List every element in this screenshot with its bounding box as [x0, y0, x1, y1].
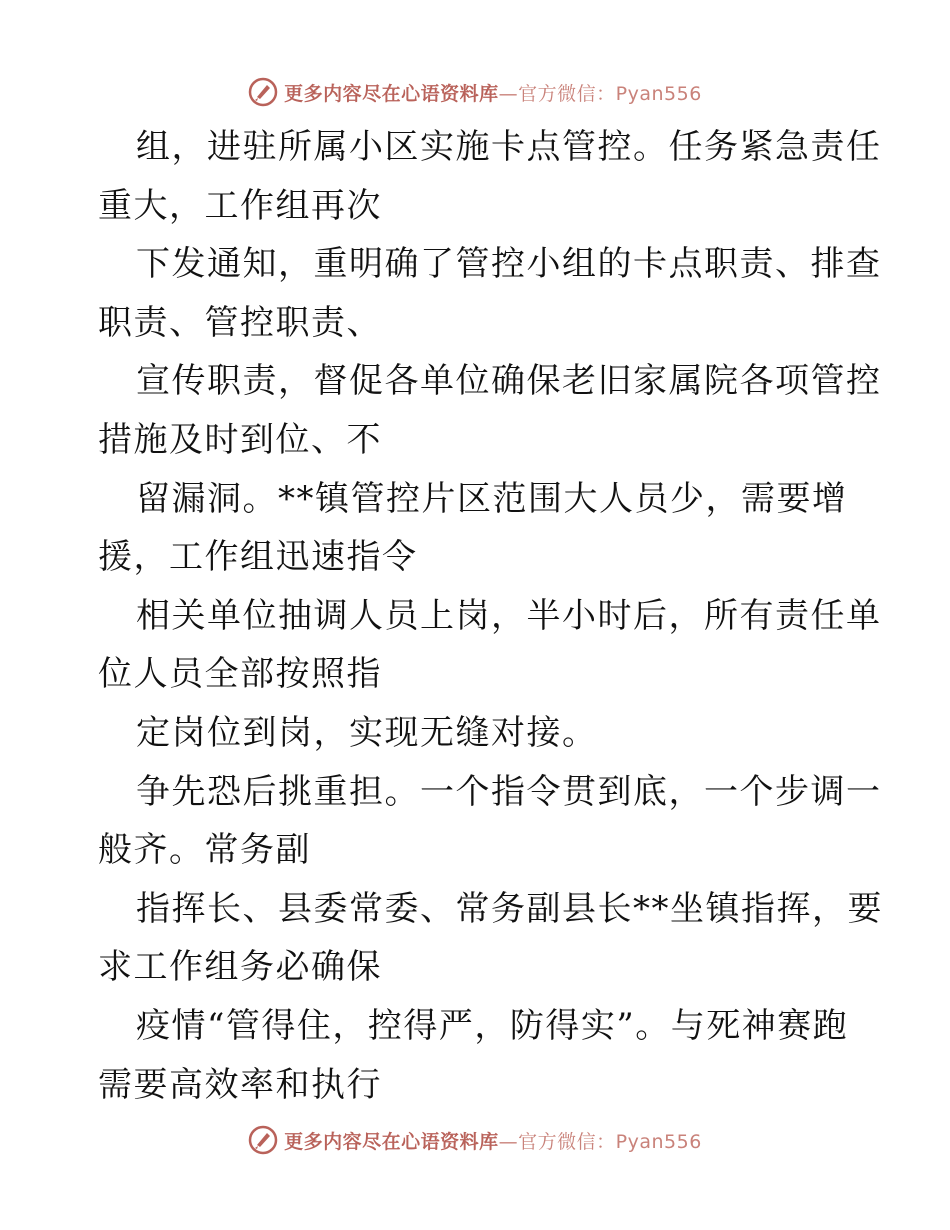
header-banner-contact: —官方微信：Pyan556: [498, 82, 702, 105]
header-banner-brand: 更多内容尽在心语资料库: [284, 82, 499, 105]
body-line: 下发通知，重明确了管控小组的卡点职责、排查: [136, 244, 882, 285]
body-line: 职责、管控职责、: [98, 302, 382, 343]
body-line: 相关单位抽调人员上岗，半小时后，所有责任单: [136, 595, 882, 636]
brand-logo-icon: [248, 1125, 278, 1155]
body-line: 重大，工作组再次: [98, 185, 382, 226]
body-line: 援，工作组迅速指令: [98, 537, 418, 578]
document-body: [98, 118, 883, 1114]
body-line: 疫情“管得住，控得严，防得实”。与死神赛跑: [136, 1005, 849, 1046]
footer-banner-contact: —官方微信：Pyan556: [498, 1130, 702, 1153]
body-line: 定岗位到岗，实现无缝对接。: [136, 712, 598, 753]
header-banner-text: [284, 79, 702, 106]
body-line: 留漏洞。**镇管控片区范围大人员少，需要增: [136, 478, 848, 519]
body-line: 措施及时到位、不: [98, 419, 382, 460]
body-line: 求工作组务必确保: [98, 947, 382, 988]
body-line: 需要高效率和执行: [98, 1064, 382, 1105]
body-line: 争先恐后挑重担。一个指令贯到底，一个步调一: [136, 771, 882, 812]
header-banner: [0, 72, 950, 112]
body-line: 位人员全部按照指: [98, 654, 382, 695]
body-line: 组，进驻所属小区实施卡点管控。任务紧急责任: [136, 127, 882, 167]
body-line: 指挥长、县委常委、常务副县长**坐镇指挥，要: [136, 888, 883, 929]
footer-banner-text: [284, 1127, 702, 1154]
brand-logo-icon: [248, 77, 278, 107]
body-line: 般齐。常务副: [98, 830, 311, 871]
body-line: 宣传职责，督促各单位确保老旧家属院各项管控: [136, 361, 882, 402]
footer-banner: [0, 1120, 950, 1160]
footer-banner-brand: 更多内容尽在心语资料库: [284, 1130, 499, 1153]
